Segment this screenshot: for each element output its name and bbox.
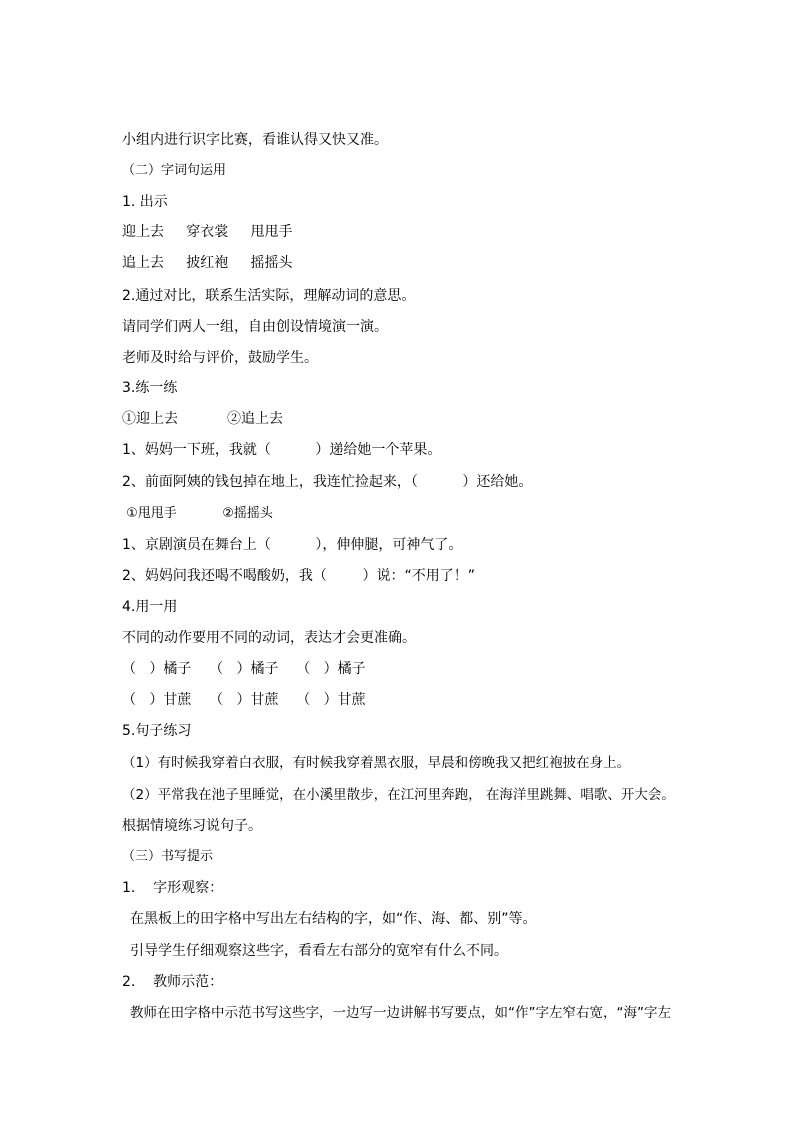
text-line: 2、前面阿姨的钱包掉在地上，我连忙捡起来，（ ）还给她。: [122, 474, 533, 490]
text-line: 1. 出示: [122, 194, 168, 210]
text-line: （1）有时候我穿着白衣服，有时候我穿着黑衣服，早晨和傍晚我又把红袍披在身上。: [122, 755, 631, 771]
text-line: 2、妈妈问我还喝不喝酸奶，我（ ）说：“不用了！”: [122, 568, 476, 584]
text-line: 小组内进行识字比赛，看谁认得又快又准。: [122, 132, 388, 148]
option-line: ①迎上去 ②追上去: [122, 411, 283, 427]
text-line: 根据情境练习说句子。: [122, 818, 262, 834]
text-line: 不同的动作要用不同的动词，表达才会更准确。: [122, 630, 416, 646]
text-line: 2.通过对比，联系生活实际，理解动词的意思。: [122, 288, 416, 304]
text-line: 4.用一用: [122, 599, 178, 615]
text-line: 1、京剧演员在舞台上（ ），伸伸腿，可神气了。: [122, 537, 463, 553]
text-line: （2）平常我在池子里睡觉，在小溪里散步，在江河里奔跑， 在海洋里跳舞、唱歌、开大会。: [122, 787, 675, 803]
text-line: 1. 字形观察：: [122, 880, 224, 896]
text-line: 3.练一练: [122, 380, 178, 396]
option-line: ①甩甩手 ②摇摇头: [122, 506, 273, 521]
text-line: 老师及时给与评价，鼓励学生。: [122, 350, 318, 366]
section-heading: （三）书写提示: [122, 849, 214, 864]
text-line: 2. 教师示范：: [122, 974, 224, 990]
text-line: 请同学们两人一组，自由创设情境演一演。: [122, 319, 388, 335]
section-heading: （二）字词句运用: [122, 163, 227, 178]
text-line: 教师在田字格中示范书写这些字，一边写一边讲解书写要点，如“作”字左窄右宽，“海”字左: [130, 1005, 671, 1021]
text-line: 迎上去 穿衣裳 甩甩手: [122, 224, 293, 240]
text-line: 引导学生仔细观察这些字，看看左右部分的宽窄有什么不同。: [130, 943, 508, 959]
text-line: 5.句子练习: [122, 723, 192, 739]
text-line: （ ）甘蔗 （ ）甘蔗 （ ）甘蔗: [122, 692, 366, 708]
text-line: 在黑板上的田字格中写出左右结构的字，如“作、海、都、别”等。: [130, 911, 537, 927]
text-line: 追上去 披红袍 摇摇头: [122, 255, 293, 271]
text-line: （ ）橘子 （ ）橘子 （ ）橘子: [122, 661, 366, 677]
text-line: 1、妈妈一下班，我就（ ）递给她一个苹果。: [122, 442, 442, 458]
